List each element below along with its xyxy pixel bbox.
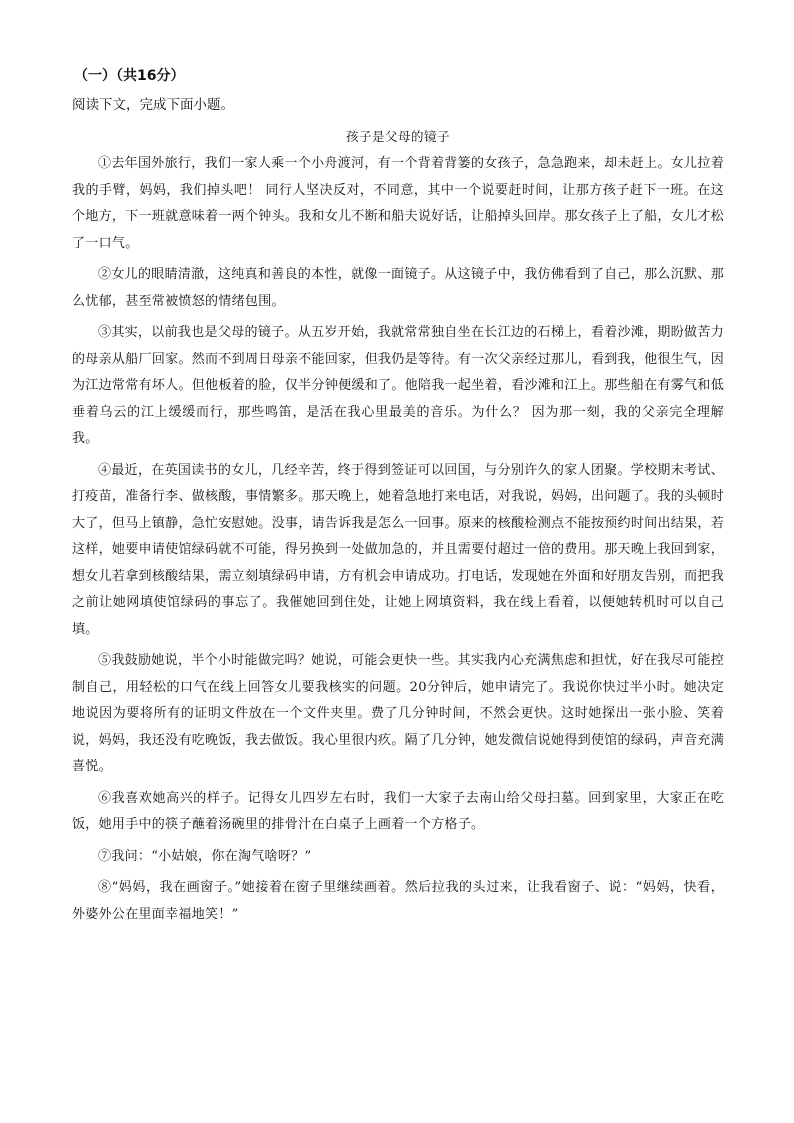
paragraph-2: ②女儿的眼睛清澈，这纯真和善良的本性，就像一面镜子。从这镜子中，我仿佛看到了自己，那么沉默、那么忧郁，甚至常被愤怒的情绪包围。 bbox=[72, 267, 724, 309]
paragraph-5: ⑤我鼓励她说，半个小时能做完吗？她说，可能会更快一些。其实我内心充满焦虑和担忧，好在我尽可能控制自己，用轻松的口气在线上回答女儿要我核实的问题。20分钟后，她申请完了。我说你快过半小时。她决定地说因为要将所有的证明文件放在一个文件夹里。费了几分钟时间，不然会更快。这时她探出一张小脸、笑着说，妈妈，我还没有吃晚饭，我去做饭。我心里很内疚。隔了几分钟，她发微信说她得到使馆的绿码，声音充满喜悦。 bbox=[72, 653, 724, 774]
paragraph-3: ③其实，以前我也是父母的镜子。从五岁开始，我就常常独自坐在长江边的石梯上，看着沙滩，期盼做苦力的母亲从船厂回家。然而不到周日母亲不能回家，但我仍是等待。有一次父亲经过那儿，看到我，他很生气，因为江边常常有坏人。但他板着的脸，仅半分钟便缓和了。他陪我一起坐着，看沙滩和江上。那些船在有雾气和低垂着乌云的江上缓缓而行，那些鸣笛，是活在我心里最美的音乐。为什么？ 因为那一刻，我的父亲完全理解我。 bbox=[72, 325, 724, 446]
section-header: （一）（共16分） bbox=[74, 68, 185, 84]
paragraph-7: ⑦我问：“小姑娘，你在淘气啥呀？” bbox=[98, 848, 312, 864]
paragraph-1: ①去年国外旅行，我们一家人乘一个小舟渡河，有一个背着背篓的女孩子，急急跑来，却未赶上。女儿拉着我的手臂，妈妈，我们掉头吧！ 同行人坚决反对，不同意，其中一个说要赶时间，让那方孩子赶下一班。在这个地方，下一班就意味着一两个钟头。我和女儿不断和船夫说好话，让船掉头回岸。那女孩子上了船，女儿才松了一口气。 bbox=[72, 156, 724, 251]
paragraph-6: ⑥我喜欢她高兴的样子。记得女儿四岁左右时，我们一大家子去南山给父母扫墓。回到家里，大家正在吃饭，她用手中的筷子蘸着汤碗里的排骨汁在白桌子上画着一个方格子。 bbox=[72, 790, 724, 832]
reading-instruction: 阅读下文，完成下面小题。 bbox=[72, 97, 234, 113]
document-page bbox=[72, 66, 724, 933]
paragraph-4: ④最近，在英国读书的女儿，几经辛苦，终于得到签证可以回国，与分别许久的家人团聚。学校期末考试、打疫苗，准备行李、做核酸，事情繁多。那天晚上，她着急地打来电话，对我说，妈妈，出问题了。我的头顿时大了，但马上镇静，急忙安慰她。没事，请告诉我是怎么一回事。原来的核酸检测点不能按预约时间出结果，若这样，她要申请使馆绿码就不可能，得另换到一处做加急的，并且需要付超过一倍的费用。那天晚上我回到家，想女儿若拿到核酸结果，需立刻填绿码申请，方有机会申请成功。打电话，发现她在外面和好朋友告别，而把我之前让她网填使馆绿码的事忘了。我催她回到住处，让她上网填资料，我在线上看着，以便她转机时可以自己填。 bbox=[72, 462, 724, 637]
article-title: 孩子是父母的镜子 bbox=[345, 129, 450, 144]
article-body bbox=[72, 151, 724, 928]
paragraph-8: ⑧“妈妈，我在画窗子。”她接着在窗子里继续画着。然后拉我的头过来，让我看窗子、说：“妈妈，快看，外婆外公在里面幸福地笑！” bbox=[72, 880, 724, 922]
